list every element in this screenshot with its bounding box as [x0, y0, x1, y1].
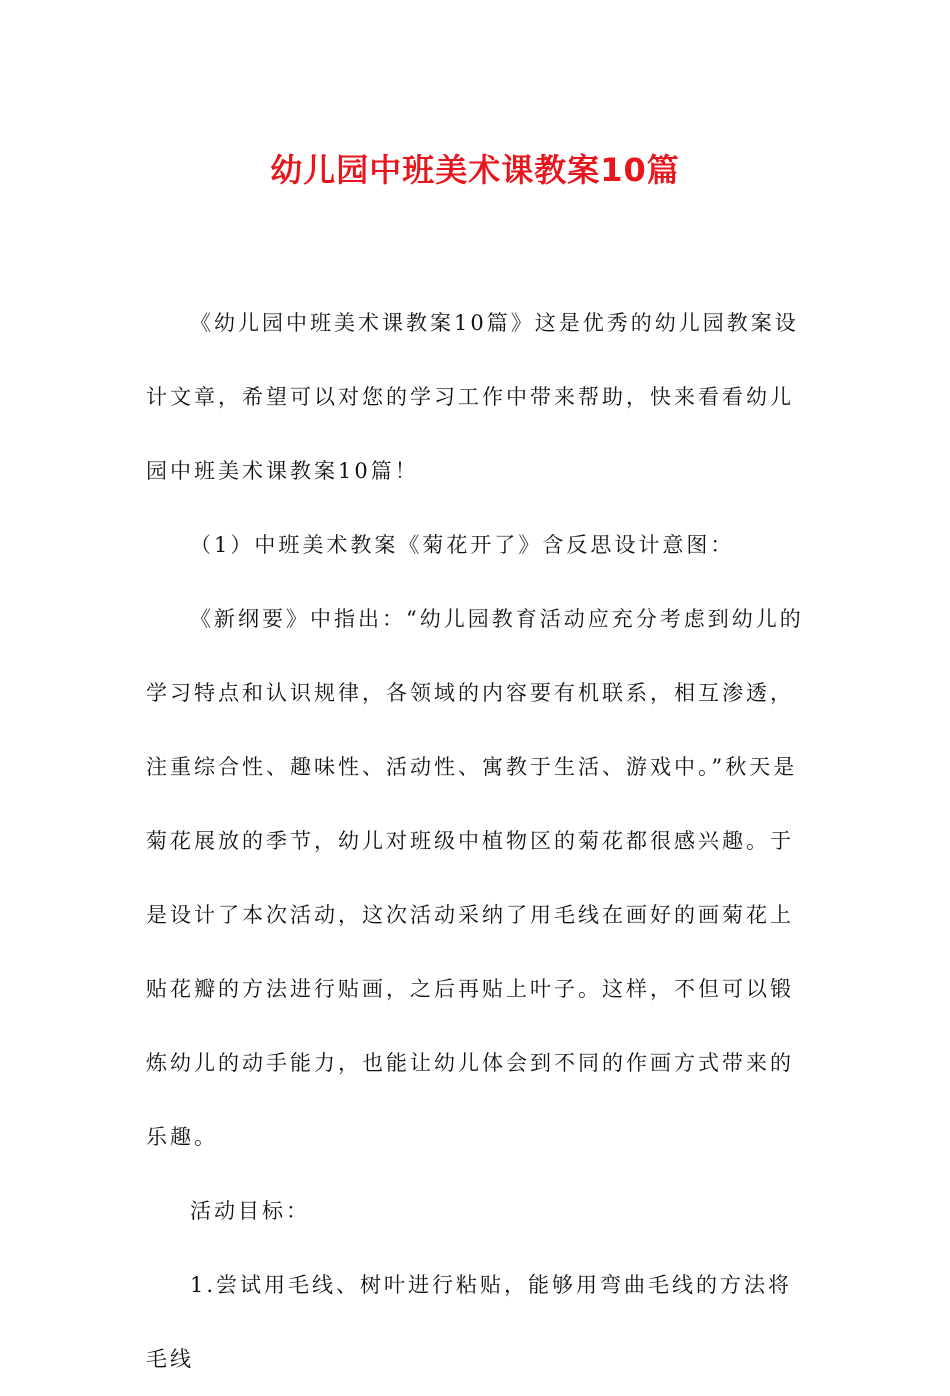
paragraph-goals-heading: 活动目标： — [190, 1199, 310, 1223]
paragraph-goal-1: 1.尝试用毛线、树叶进行粘贴，能够用弯曲毛线的方法将毛线 — [146, 1273, 793, 1371]
document-body — [146, 286, 806, 1396]
paragraph-design-intent: 《新纲要》中指出：“幼儿园教育活动应充分考虑到幼儿的学习特点和认识规律，各领域的内容要有机联系，相互渗透，注重综合性、趣味性、活动性、寓教于生活、游戏中。”秋天是菊花展放的季节，幼儿对班级中植物区的菊花都很感兴趣。于是设计了本次活动，这次活动采纳了用毛线在画好的画菊花上贴花瓣的方法进行贴画，之后再贴上叶子。这样，不但可以锻炼幼儿的动手能力，也能让幼儿体会到不同的作画方式带来的乐趣。 — [146, 607, 804, 1149]
paragraph-section-heading: （1）中班美术教案《菊花开了》含反思设计意图： — [190, 533, 735, 557]
document-title: 幼儿园中班美术课教案10篇 — [270, 151, 680, 189]
paragraph-intro: 《幼儿园中班美术课教案10篇》这是优秀的幼儿园教案设计文章，希望可以对您的学习工作中带来帮助，快来看看幼儿园中班美术课教案10篇！ — [146, 311, 799, 483]
